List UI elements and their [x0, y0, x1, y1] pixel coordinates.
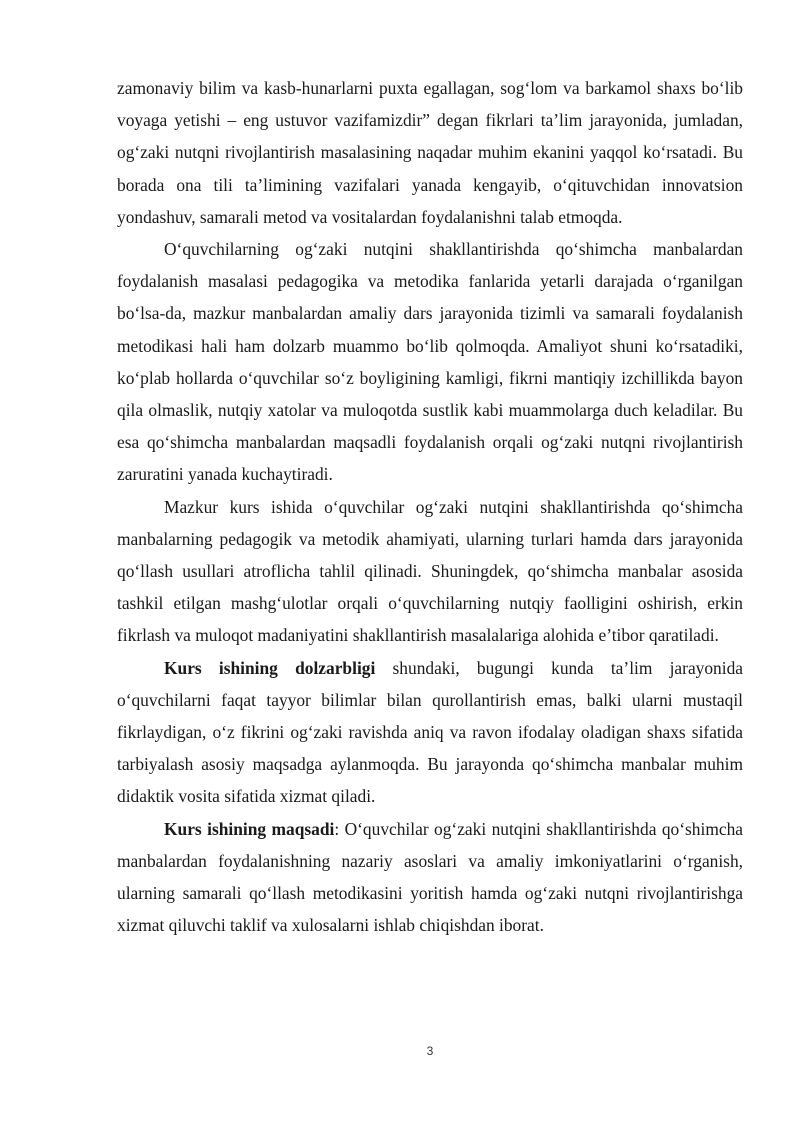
paragraph-1 — [117, 72, 743, 233]
page-number: 3 — [426, 1044, 434, 1058]
paragraph-relevance — [117, 652, 743, 813]
paragraph-goal — [117, 813, 743, 942]
paragraph-3-text: Mazkur kurs ishida o‘quvchilar og‘zaki nutqini shakllantirishda qo‘shimcha manbalarning pedagogik va metodik ahamiyati, ularning turlari hamda dars jarayonida qo‘llash usullari atroflicha tahlil qilinadi. Shuningdek, qo‘shimcha manbalar asosida tashkil etilgan mashg‘ulotlar orqali o‘quvchilarning nutqiy faolligini oshirish, erkin fikrlash va muloqot madaniyatini shakllantirish masalalariga alohida e’tibor qaratiladi. — [117, 496, 743, 646]
relevance-text: shundaki, bugungi kunda ta’lim jarayonida o‘quvchilarni faqat tayyor bilimlar bilan qurollantirish emas, balki ularni mustaqil fikrlaydigan, o‘z fikrini og‘zaki ravishda aniq va ravon ifodalay oladigan shaxs sifatida tarbiyalash asosiy maqsadga aylanmoqda. Bu jarayonda qo‘shimcha manbalar muhim didaktik vosita sifatida xizmat qiladi. — [117, 657, 743, 807]
body-text — [117, 72, 743, 941]
paragraph-2 — [117, 233, 743, 491]
paragraph-2-text: O‘quvchilarning og‘zaki nutqini shakllantirishda qo‘shimcha manbalardan foydalanish masalasi pedagogika va metodika fanlarida yetarli darajada o‘rganilgan bo‘lsa-da, mazkur manbalardan amaliy dars jarayonida tizimli va samarali foydalanish metodikasi hali ham dolzarb muammo bo‘lib qolmoqda. Amaliyot shuni ko‘rsatadiki, ko‘plab hollarda o‘quvchilar so‘z boyligining kamligi, fikrni mantiqiy izchillikda bayon qila olmaslik, nutqiy xatolar va muloqotda sustlik kabi muammolarga duch keladilar. Bu esa qo‘shimcha manbalardan maqsadli foydalanish orqali og‘zaki nutqni rivojlantirish zaruratini yanada kuchaytiradi. — [117, 239, 743, 485]
goal-text: : O‘quvchilar og‘zaki nutqini shakllantirishda qo‘shimcha manbalardan foydalanishning nazariy asoslari va amaliy imkoniyatlarini o‘rganish, ularning samarali qo‘llash metodikasini yoritish hamda og‘zaki nutqni rivojlantirishga xizmat qiluvchi taklif va xulosalarni ishlab chiqishdan iborat. — [117, 818, 743, 936]
paragraph-3 — [117, 491, 743, 652]
goal-heading: Kurs ishining maqsadi — [164, 818, 335, 839]
relevance-heading: Kurs ishining dolzarbligi — [164, 657, 376, 678]
paragraph-1-text: zamonaviy bilim va kasb-hunarlarni puxta egallagan, sog‘lom va barkamol shaxs bo‘lib voyaga yetishi – eng ustuvor vazifamizdir” degan fikrlari ta’lim jarayonida, jumladan, og‘zaki nutqni rivojlantirish masalasining naqadar muhim ekanini yaqqol ko‘rsatadi. Bu borada ona tili ta’limining vazifalari yanada kengayib, o‘qituvchidan innovatsion yondashuv, samarali metod va vositalardan foydalanishni talab etmoqda. — [117, 78, 743, 227]
